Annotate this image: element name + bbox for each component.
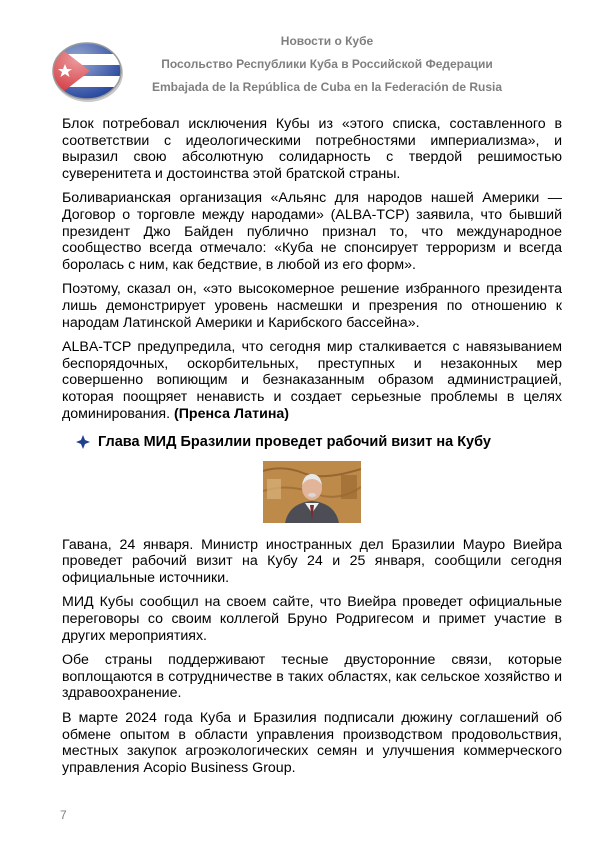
header-embassy-ru: Посольство Республики Куба в Российской Федерации xyxy=(161,57,493,71)
paragraph: Блок потребовал исключения Кубы из «этого списка, составленного в соответствии с идеологическими потребностями империализма», и выразил свою абсолютную солидарность с твердой решимостью суверенитета и достоинства этой братской страны. xyxy=(62,116,562,182)
paragraph: Обе страны поддерживают тесные двусторонние связи, которые воплощаются в сотрудничестве в таких областях, как сельское хозяйство и здравоохранение. xyxy=(62,652,562,702)
diamond-bullet-icon xyxy=(76,435,90,449)
paragraph xyxy=(62,339,562,422)
subheading xyxy=(76,434,562,451)
paragraph: Гавана, 24 января. Министр иностранных дел Бразилии Мауро Виейра проведет рабочий визит на Кубу 24 и 25 января, сообщили сегодня официальные источники. xyxy=(62,536,562,586)
cuba-flag-logo xyxy=(50,40,124,102)
subheading-text: Глава МИД Бразилии проведет рабочий визит на Кубу xyxy=(98,434,491,451)
paragraph-text: ALBA-TCP предупредила, что сегодня мир сталкивается с навязыванием беспорядочных, оскорбительных, преступных и незаконных мер совершенно вопиющим и безнаказанным образом администрацией, которая поощряет ненависть и создает серьезные проблемы в целях доминирования. xyxy=(62,339,562,422)
paragraph: Боливарианская организация «Альянс для народов нашей Америки — Договор о торговле между народами» (ALBA-TCP) заявила, что бывший президент Джо Байден публично признал то, что международное сообщество всегда отмечало: «Куба не спонсирует терроризм и всегда боролась с ним, как бедствие, в любой из его форм». xyxy=(62,190,562,273)
minister-photo xyxy=(263,461,361,523)
header-embassy-es: Embajada de la República de Cuba en la Federación de Rusia xyxy=(151,80,503,94)
article-body xyxy=(62,116,562,784)
paragraph: В марте 2024 года Куба и Бразилия подписали дюжину соглашений об обмене опытом в области управления производством продовольствия, местных закупок агроэкологических семян и улучшения коммерческого управления Acopio Business Group. xyxy=(62,710,562,776)
page-number: 7 xyxy=(60,808,67,822)
paragraph: МИД Кубы сообщил на своем сайте, что Виейра проведет официальные переговоры со своим коллегой Бруно Родригесом и примет участие в других мероприятиях. xyxy=(62,594,562,644)
paragraph: Поэтому, сказал он, «это высокомерное решение избранного президента лишь демонстрирует уровень насмешки и презрения по отношению к народам Латинской Америки и Карибского бассейна». xyxy=(62,281,562,331)
source-label: (Пренса Латина) xyxy=(174,405,289,422)
header-title: Новости о Кубе xyxy=(280,34,374,48)
